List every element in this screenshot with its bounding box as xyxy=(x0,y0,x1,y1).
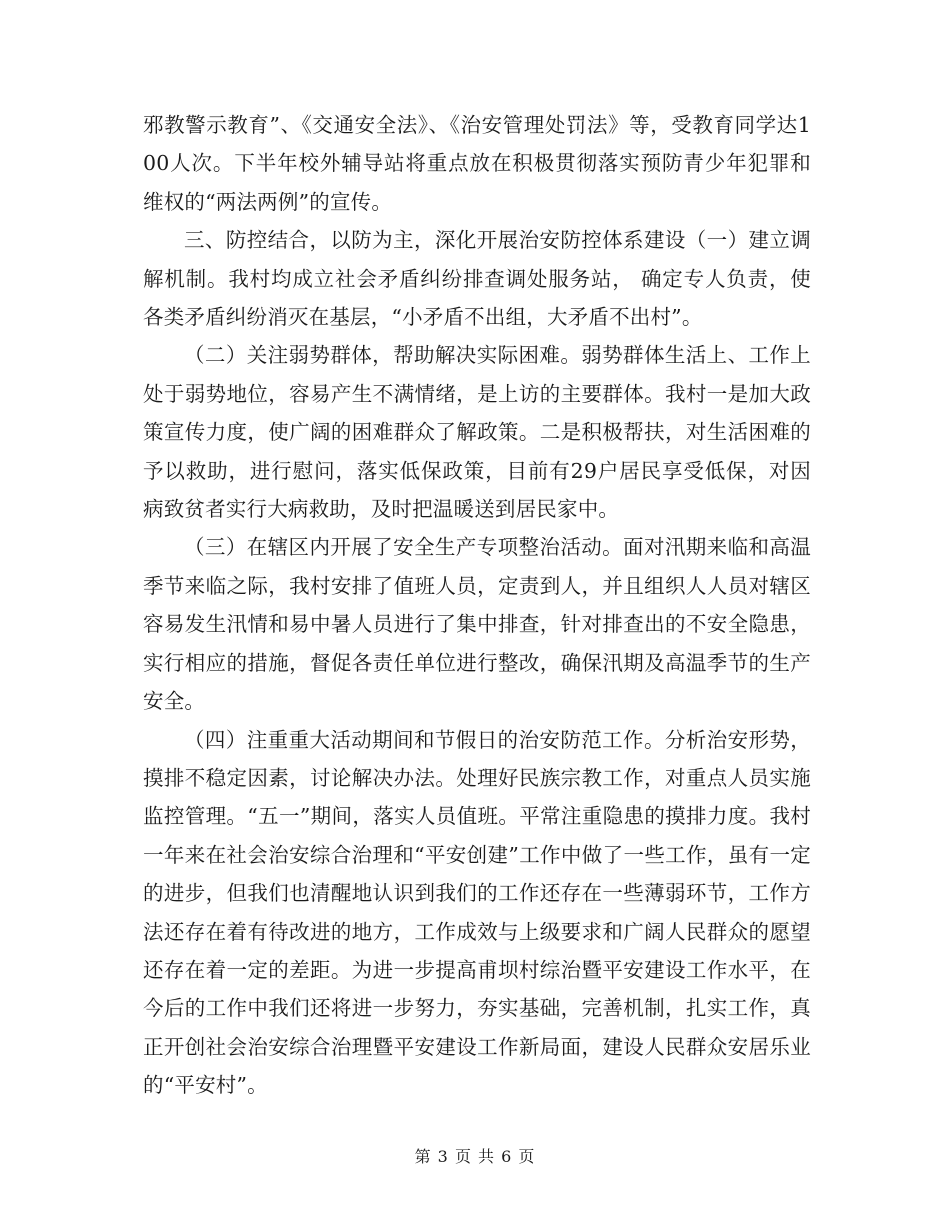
paragraph-item-three: （三）在辖区内开展了安全生产专项整治活动。面对汛期来临和高温季节来临之际，我村安排了值班人员，定责到人，并且组织人人员对辖区容易发生汛情和易中暑人员进行了集中排查，针对排查出的不安全隐患，实行相应的措施，督促各责任单位进行整改，确保汛期及高温季节的生产安全。 xyxy=(143,535,811,714)
document-body xyxy=(143,106,811,1105)
paragraph-continued: 邪教警示教育”、《交通安全法》、《治安管理处罚法》等，受教育同学达100人次。下半年校外辅导站将重点放在积极贯彻落实预防青少年犯罪和维权的“两法两例”的宣传。 xyxy=(143,113,811,214)
paragraph-section-three: 三、防控结合，以防为主，深化开展治安防控体系建设（一）建立调解机制。我村均成立社会矛盾纠纷排查调处服务站， 确定专人负责，使各类矛盾纠纷消灭在基层，“小矛盾不出组，大矛盾不出村”。 xyxy=(143,228,811,330)
page-footer: 第 3 页 共 6 页 xyxy=(414,1147,536,1166)
paragraph-item-two: （二）关注弱势群体，帮助解决实际困难。弱势群体生活上、工作上处于弱势地位，容易产生不满情绪，是上访的主要群体。我村一是加大政策宣传力度，使广阔的困难群众了解政策。二是积极帮扶，对生活困难的予以救助，进行慰问，落实低保政策，目前有29户居民享受低保，对因病致贫者实行大病救助，及时把温暖送到居民家中。 xyxy=(143,343,811,522)
paragraph-item-four: （四）注重重大活动期间和节假日的治安防范工作。分析治安形势，摸排不稳定因素，讨论解决办法。处理好民族宗教工作，对重点人员实施监控管理。“五一”期间，落实人员值班。平常注重隐患的摸排力度。我村一年来在社会治安综合治理和“平安创建”工作中做了一些工作，虽有一定的进步，但我们也清醒地认识到我们的工作还存在一些薄弱环节，工作方法还存在着有待改进的地方，工作成效与上级要求和广阔人民群众的愿望还存在着一定的差距。为进一步提高甫坝村综治暨平安建设工作水平，在今后的工作中我们还将进一步努力，夯实基础，完善机制，扎实工作，真正开创社会治安综合治理暨平安建设工作新局面，建设人民群众安居乐业的“平安村”。 xyxy=(143,727,811,1098)
